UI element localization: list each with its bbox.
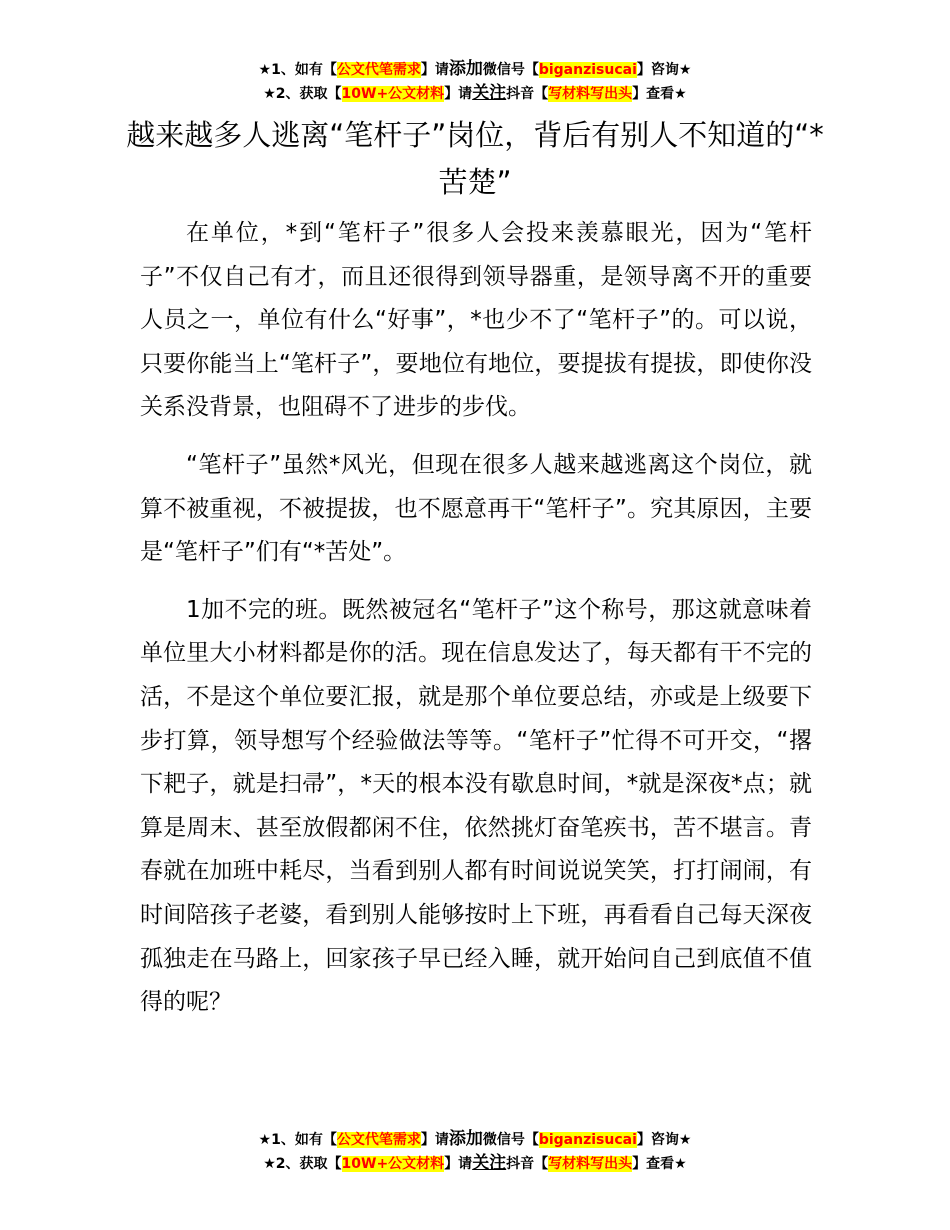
paragraph-2: “笔杆子”虽然*风光，但现在很多人越来越逃离这个岗位，就算不被重视，不被提拔，也不愿意再干“笔杆子”。究其原因，主要是“笔杆子”们有“*苦处”。 xyxy=(140,451,812,566)
highlight-douyin-id: 写材料写出头 xyxy=(548,86,633,102)
article-title: 越来越多人逃离“笔杆子”岗位，背后有别人不知道的“*苦楚” xyxy=(126,118,824,199)
footer-banner xyxy=(0,1128,950,1176)
highlight-service: 公文代笔需求 xyxy=(336,62,421,78)
paragraph-1: 在单位，*到“笔杆子”很多人会投来羡慕眼光，因为“笔杆子”不仅自己有才，而且还很得到领导器重，是领导离不开的重要人员之一，单位有什么“好事”，*也少不了“笔杆子”的。可以说，只要你能当上“笔杆子”，要地位有地位，要提拔有提拔，即使你没关系没背景，也阻碍不了进步的步伐。 xyxy=(140,220,812,421)
header-banner xyxy=(0,58,950,106)
highlight-materials: 10W+公文材料 xyxy=(341,1156,445,1172)
banner-line-1: ★1、如有【公文代笔需求】请添加微信号【biganzisucai】咨询★ xyxy=(258,59,692,79)
banner-line-2: ★2、获取【10W+公文材料】请关注抖音【写材料写出头】查看★ xyxy=(263,83,687,103)
highlight-materials: 10W+公文材料 xyxy=(341,86,445,102)
article-body xyxy=(140,212,812,1039)
paragraph-3: 1加不完的班。既然被冠名“笔杆子”这个称号，那这就意味着单位里大小材料都是你的活。现在信息发达了，每天都有干不完的活，不是这个单位要汇报，就是那个单位要总结，亦或是上级要下步打算，领导想写个经验做法等等。“笔杆子”忙得不可开交，“撂下耙子，就是扫帚”，*天的根本没有歇息时间，*就是深夜*点；就算是周末、甚至放假都闲不住，依然挑灯奋笔疾书，苦不堪言。青春就在加班中耗尽，当看到别人都有时间说说笑笑，打打闹闹，有时间陪孩子老婆，看到别人能够按时上下班，再看看自己每天深夜孤独走在马路上，回家孩子早已经入睡，就开始问自己到底值不值得的呢？ xyxy=(140,596,812,1016)
highlight-service: 公文代笔需求 xyxy=(336,1132,421,1148)
highlight-douyin-id: 写材料写出头 xyxy=(548,1156,633,1172)
banner-line-1: ★1、如有【公文代笔需求】请添加微信号【biganzisucai】咨询★ xyxy=(258,1129,692,1149)
highlight-wechat-id: biganzisucai xyxy=(538,1132,637,1148)
banner-line-2: ★2、获取【10W+公文材料】请关注抖音【写材料写出头】查看★ xyxy=(263,1153,687,1173)
highlight-wechat-id: biganzisucai xyxy=(538,62,637,78)
